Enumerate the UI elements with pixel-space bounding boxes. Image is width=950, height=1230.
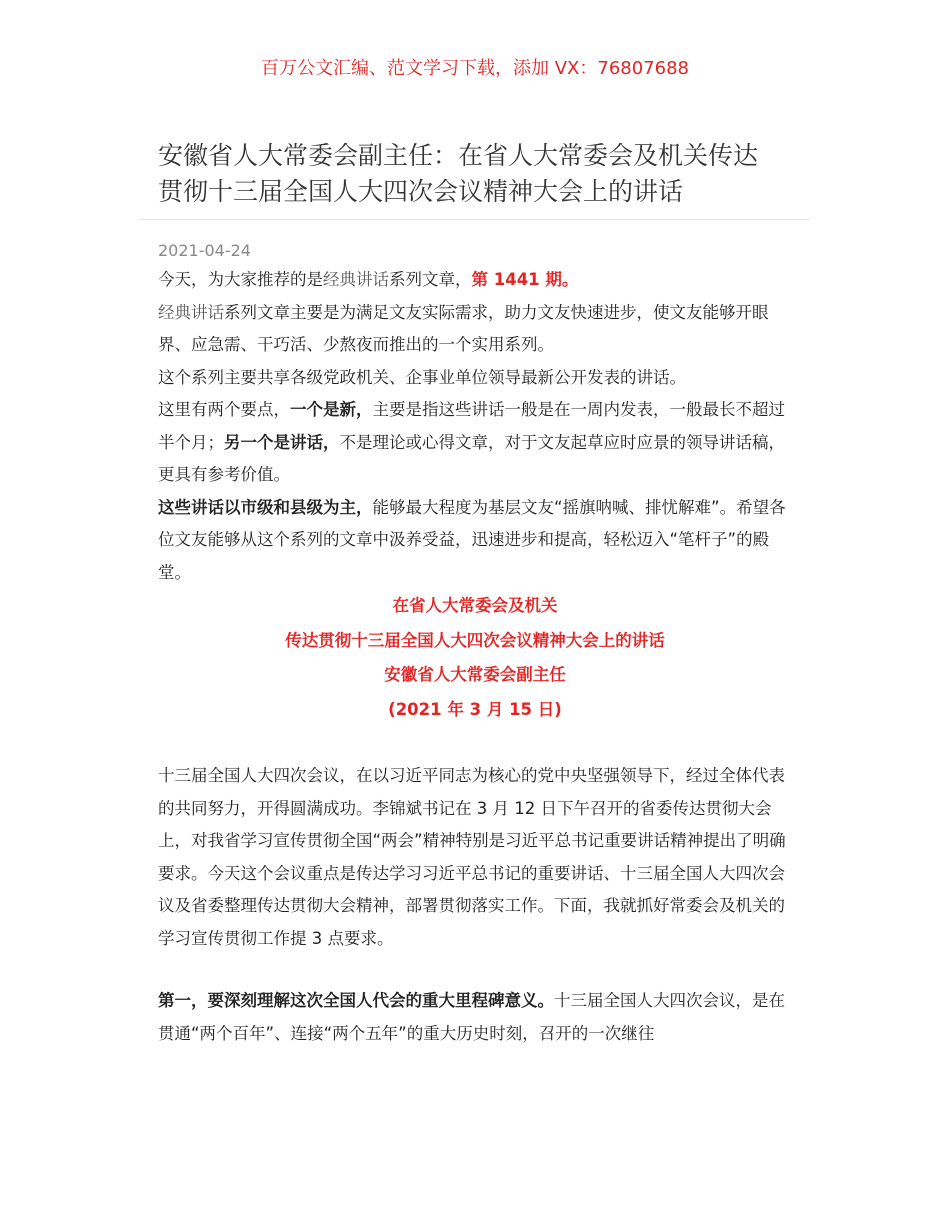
- key-point-level: 这些讲话以市级和县级为主，: [158, 497, 373, 517]
- spacer: [158, 955, 792, 985]
- heading-line-1: 在省人大常委会及机关: [392, 596, 558, 615]
- intro-text: 不是理论或心得文章，对于文友起草应时应景的领导讲话稿，更具有参考价值。: [158, 432, 785, 484]
- intro-paragraph-2: [158, 297, 792, 362]
- title-line-2: 贯彻十三届全国人大四次会议精神大会上的讲话: [158, 177, 684, 206]
- series-name: 经典讲话: [323, 270, 389, 289]
- body-text: 十三届全国人大四次会议，是在贯通“两个百年”、连接“两个五年”的重大历史时刻，召开的一次继往: [158, 991, 785, 1043]
- intro-paragraph-3: 这个系列主要共享各级党政机关、企事业单位领导最新公开发表的讲话。: [158, 367, 686, 387]
- series-name: 经典讲话: [158, 302, 224, 322]
- speech-heading: [158, 589, 792, 727]
- spacer: [158, 727, 792, 760]
- heading-line-2: 传达贯彻十三届全国人大四次会议精神大会上的讲话: [285, 630, 665, 650]
- body-paragraph-2: [158, 985, 792, 1050]
- title-line-1: 安徽省人大常委会副主任：在省人大常委会及机关传达: [158, 141, 759, 170]
- publish-date: 2021-04-24: [158, 241, 251, 260]
- heading-line-3: 安徽省人大常委会副主任: [384, 665, 566, 684]
- key-point-new: 一个是新，: [290, 400, 373, 419]
- intro-text: 能够最大程度为基层文友“摇旗呐喊、排忧解难”。希望各位文友能够从这个系列的文章中汲养受益，迅速进步和提高，轻松迈入“笔杆子”的殿堂。: [158, 497, 786, 582]
- intro-text: 系列文章主要是为满足文友实际需求，助力文友快速进步，使文友能够开眼界、应急需、干巧活、少熬夜而推出的一个实用系列。: [158, 302, 769, 354]
- promo-banner: 百万公文汇编、范文学习下载，添加 VX：76807688: [261, 58, 689, 79]
- issue-number: 第 1441 期。: [471, 270, 579, 289]
- key-point-speech: 另一个是讲话，: [224, 432, 340, 452]
- title-divider: [140, 219, 810, 220]
- article-title: [158, 138, 818, 210]
- intro-text: 今天，为大家推荐的是: [158, 270, 323, 289]
- heading-date: (2021 年 3 月 15 日): [388, 699, 562, 719]
- intro-text: 这里有两个要点，: [158, 400, 290, 419]
- intro-text: 主要是指这些讲话一般是在一周内发表，一般最长不超过半个月；: [158, 400, 785, 452]
- body-paragraph-1: 十三届全国人大四次会议，在以习近平同志为核心的党中央坚强领导下，经过全体代表的共同努力，开得圆满成功。李锦斌书记在 3 月 12 日下午召开的省委传达贯彻大会上，对我省学习宣传贯彻全国“两会”精神特别是习近平总书记重要讲话精神提出了明确要求。今天这个会议重点是传达学习习近平总书记的重要讲话、十三届全国人大四次会议及省委整理传达贯彻大会精神，部署贯彻落实工作。下面，我就抓好常委会及机关的学习宣传贯彻工作提 3 点要求。: [158, 766, 786, 948]
- intro-paragraph-1: [158, 264, 792, 297]
- section-one-heading: 第一，要深刻理解这次全国人代会的重大里程碑意义。: [158, 991, 554, 1010]
- intro-paragraph-5: [158, 492, 792, 590]
- intro-text: 系列文章，: [389, 270, 472, 289]
- article-content: [158, 264, 792, 1050]
- intro-paragraph-4: [158, 394, 792, 492]
